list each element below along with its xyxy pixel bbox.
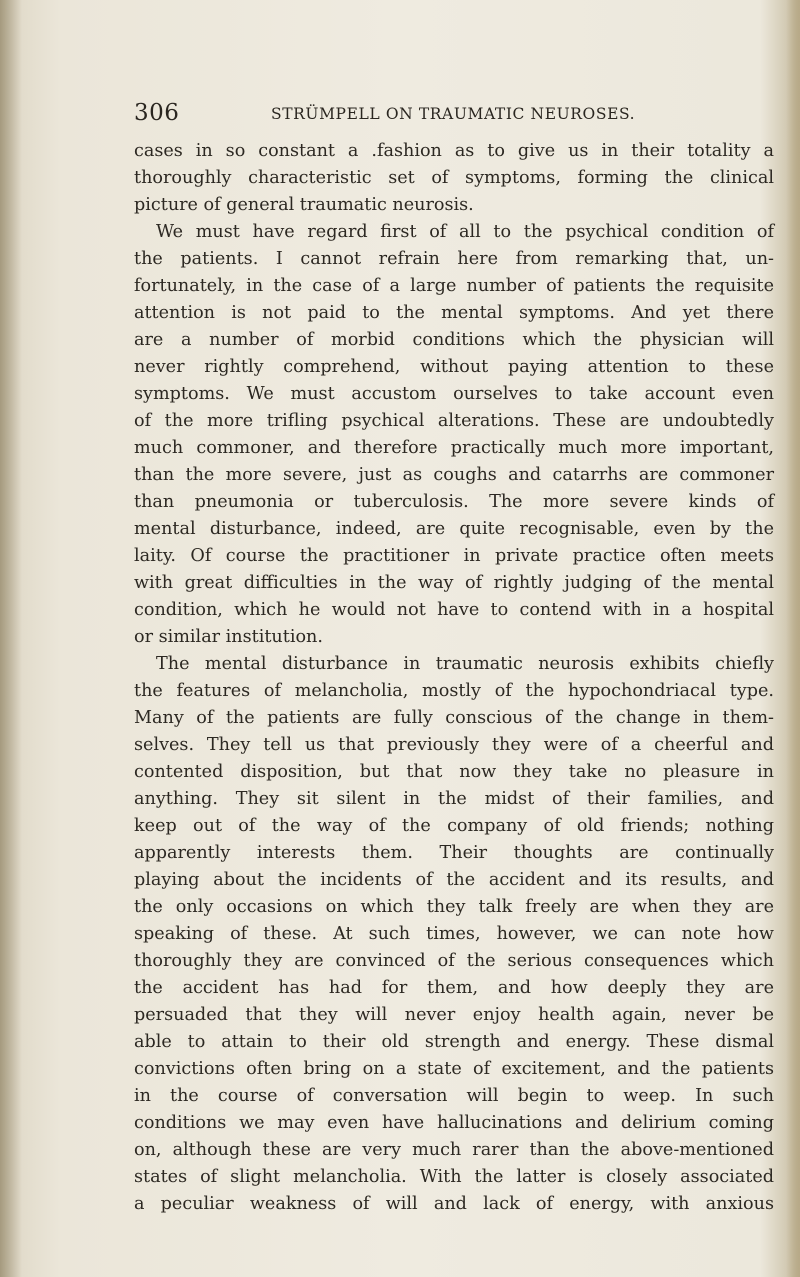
page-number: 306: [134, 100, 180, 126]
text-line: picture of general traumatic neurosis.: [134, 195, 474, 215]
text-line: states of slight melancholia. With the latter is closely associated: [134, 1167, 774, 1187]
text-line: the features of melancholia, mostly of the hypochondriacal type.: [134, 681, 774, 701]
text-line: contented disposition, but that now they take no pleasure in: [134, 762, 774, 782]
text-line: keep out of the way of the company of old friends; nothing: [134, 816, 774, 836]
text-line: symptoms. We must accustom ourselves to take account even: [134, 384, 774, 404]
text-line: a peculiar weakness of will and lack of energy, with anxious: [134, 1194, 774, 1214]
text-line: playing about the incidents of the accident and its results, and: [134, 870, 774, 890]
text-line: convictions often bring on a state of excitement, and the patients: [134, 1059, 774, 1079]
running-title: STRÜMPELL ON TRAUMATIC NEUROSES.: [271, 105, 636, 123]
text-line: We must have regard first of all to the psychical condition of: [156, 222, 774, 242]
text-line: speaking of these. At such times, however, we can note how: [134, 924, 774, 944]
text-line: with great difficulties in the way of rightly judging of the mental: [134, 573, 774, 593]
body-text: [134, 138, 774, 1218]
text-line: anything. They sit silent in the midst of their families, and: [134, 789, 774, 809]
text-line: on, although these are very much rarer than the above-mentioned: [134, 1140, 774, 1160]
running-header: [134, 100, 774, 134]
text-line: than the more severe, just as coughs and catarrhs are commoner: [134, 465, 774, 485]
text-line: Many of the patients are fully conscious of the change in them-: [134, 708, 774, 728]
page-gutter-shadow: [0, 0, 22, 1277]
text-line: or similar institution.: [134, 627, 323, 647]
text-line: conditions we may even have hallucinations and delirium coming: [134, 1113, 774, 1133]
text-line: fortunately, in the case of a large number of patients the requisite: [134, 276, 774, 296]
text-line: the only occasions on which they talk freely are when they are: [134, 897, 774, 917]
text-line: apparently interests them. Their thoughts are continually: [134, 843, 774, 863]
text-line: than pneumonia or tuberculosis. The more severe kinds of: [134, 492, 774, 512]
text-line: condition, which he would not have to contend with in a hospital: [134, 600, 774, 620]
text-line: in the course of conversation will begin to weep. In such: [134, 1086, 774, 1106]
text-line: cases in so constant a .fashion as to give us in their totality a: [134, 141, 774, 161]
text-line: mental disturbance, indeed, are quite recognisable, even by the: [134, 519, 774, 539]
page-edge: [786, 0, 800, 1277]
text-line: are a number of morbid conditions which the physician will: [134, 330, 774, 350]
text-line: persuaded that they will never enjoy health again, never be: [134, 1005, 774, 1025]
text-line: selves. They tell us that previously they were of a cheerful and: [134, 735, 774, 755]
text-line: much commoner, and therefore practically much more important,: [134, 438, 774, 458]
text-line: The mental disturbance in traumatic neurosis exhibits chiefly: [156, 654, 774, 674]
text-line: laity. Of course the practitioner in private practice often meets: [134, 546, 774, 566]
text-line: the patients. I cannot refrain here from remarking that, un-: [134, 249, 774, 269]
text-line: able to attain to their old strength and energy. These dismal: [134, 1032, 774, 1052]
text-line: never rightly comprehend, without paying attention to these: [134, 357, 774, 377]
text-line: thoroughly characteristic set of symptoms, forming the clinical: [134, 168, 774, 188]
text-line: the accident has had for them, and how deeply they are: [134, 978, 774, 998]
text-line: thoroughly they are convinced of the serious consequences which: [134, 951, 774, 971]
text-line: of the more trifling psychical alterations. These are undoubtedly: [134, 411, 774, 431]
text-line: attention is not paid to the mental symptoms. And yet there: [134, 303, 774, 323]
